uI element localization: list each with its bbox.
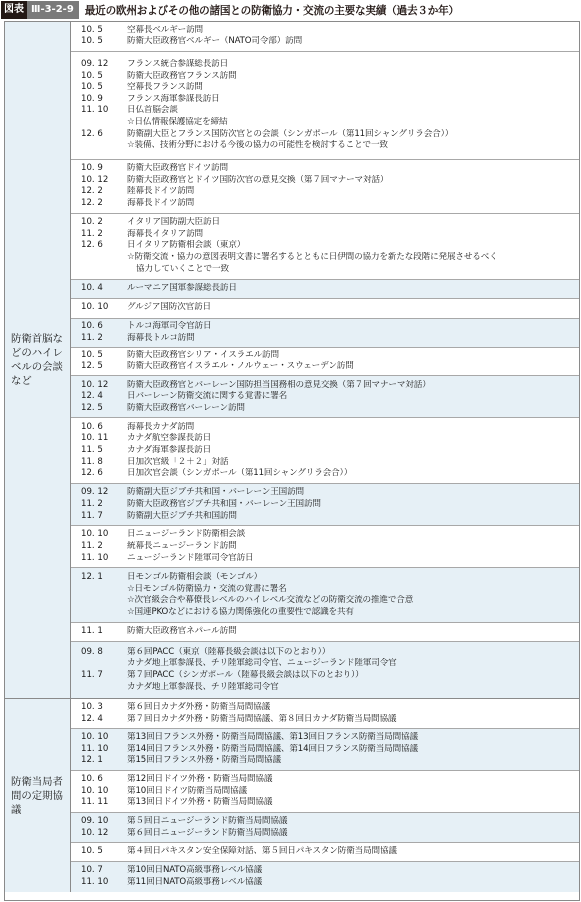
section-label-line: 防衛首脳な — [11, 333, 63, 345]
record-text: 海幕長イタリア訪問 — [127, 228, 203, 239]
record-group — [71, 642, 579, 698]
record-date: 10. 5 — [81, 349, 103, 360]
record-group — [71, 376, 579, 418]
record-row — [71, 816, 579, 828]
record-group — [71, 22, 579, 52]
record-group — [71, 214, 579, 280]
record-text: 空幕長ベルギー訪問 — [127, 24, 203, 35]
record-text: 防衛大臣政務官イスラエル・ノルウェー・スウェーデン訪問 — [127, 361, 354, 372]
record-text: カナダ海軍参謀長訪日 — [127, 445, 212, 456]
record-group — [71, 484, 579, 526]
section-label-line: 間の定期協 — [11, 789, 63, 802]
record-text: 第６回PACC（東京（陸幕長級会談は以下のとおり）） — [127, 646, 331, 657]
record-row — [71, 129, 579, 141]
figure-title: 最近の欧州およびその他の諸国との防衛協力・交流の主要な実績（過去３か年） — [84, 4, 459, 17]
record-date: 11. 1 — [81, 626, 103, 637]
figure-label: 図表 — [1, 1, 27, 19]
record-text: トルコ海軍司令官訪日 — [127, 320, 212, 331]
record-text: 防衛大臣政務官ジブチ共和国・バーレーン王国訪問 — [127, 498, 321, 509]
record-date: 10. 12 — [81, 379, 109, 390]
record-text: 防衛副大臣ジブチ共和国訪問 — [127, 510, 237, 521]
record-text: 第12回日ドイツ外務・防衛当局間協議 — [127, 774, 273, 785]
record-date: 10. 10 — [81, 732, 109, 743]
record-text: 防衛大臣政務官とドイツ国防次官の意見交換（第７回マナーマ対話） — [127, 174, 389, 185]
record-date: 10. 5 — [81, 36, 103, 47]
record-date: 11. 5 — [81, 445, 103, 456]
record-row — [71, 163, 579, 175]
section-label — [5, 22, 71, 698]
record-date: 10. 12 — [81, 827, 109, 838]
record-date — [71, 607, 127, 619]
record-text: 第14回日フランス外務・防衛当局間協議、第14回日フランス防衛当局間協議 — [127, 743, 418, 754]
section-label-line: ベルの会談 — [11, 361, 63, 373]
record-row — [71, 140, 579, 152]
record-row — [71, 607, 579, 619]
record-date — [71, 117, 127, 129]
record-text: 防衛副大臣ジブチ共和国・バーレーン王国訪問 — [127, 487, 304, 498]
record-date: 10. 3 — [81, 701, 103, 712]
record-row — [71, 457, 579, 469]
record-date: 10. 9 — [81, 163, 103, 174]
record-date: 10. 4 — [81, 282, 103, 293]
record-group — [71, 623, 579, 642]
record-date: 12. 5 — [81, 402, 103, 413]
record-text: ☆次官級会合や幕僚長レベルのハイレベル交流などの防衛交流の推進で合意 — [127, 595, 414, 606]
record-text: 第10回日ドイツ防衛当局間協議 — [127, 785, 247, 796]
record-date: 12. 4 — [81, 713, 103, 724]
record-row — [71, 283, 579, 295]
record-row — [71, 786, 579, 798]
record-row — [71, 217, 579, 229]
table-section — [5, 22, 579, 699]
record-date: 10. 10 — [81, 785, 109, 796]
record-date: 11. 8 — [81, 456, 103, 467]
record-text: ☆国連PKOなどにおける協力関係強化の重要性で認識を共有 — [127, 606, 354, 617]
record-row — [71, 584, 579, 596]
record-date: 10. 12 — [81, 174, 109, 185]
record-date: 11. 7 — [81, 510, 103, 521]
record-text: 防衛大臣政務官ネパール訪問 — [127, 626, 237, 637]
record-date: 09. 8 — [81, 646, 103, 657]
record-date: 11. 2 — [81, 228, 103, 239]
record-row — [71, 774, 579, 786]
record-row — [71, 403, 579, 415]
record-row — [71, 252, 579, 264]
record-text: 日イタリア防衛相会談（東京） — [127, 240, 246, 251]
section-label-line: 防衛当局者 — [11, 775, 63, 788]
record-date: 11. 2 — [81, 332, 103, 343]
record-row — [71, 117, 579, 129]
record-text: ニュージーランド陸軍司令官訪日 — [127, 552, 254, 563]
record-date: 10. 10 — [81, 302, 109, 313]
record-row — [71, 380, 579, 392]
record-text: 協力していくことで一致 — [136, 263, 229, 274]
record-row — [71, 828, 579, 840]
section-label-line: どのハイレ — [11, 347, 63, 359]
record-text: 防衛大臣政務官フランス訪問 — [127, 70, 237, 81]
record-text: 第11回日NATO高級事務レベル協議 — [127, 877, 263, 887]
record-text: 海幕長トルコ訪問 — [127, 332, 195, 343]
record-row — [71, 175, 579, 187]
record-text: カナダ地上軍参謀長、チリ陸軍総司令官 — [127, 681, 279, 692]
record-row — [71, 626, 579, 638]
record-group — [71, 526, 579, 568]
record-text: グルジア国防次官訪日 — [127, 302, 211, 313]
record-row — [71, 647, 579, 659]
record-date — [71, 595, 127, 607]
record-date: 10. 5 — [81, 70, 103, 81]
record-text: 第13回日フランス外務・防衛当局間協議、第13回日フランス防衛当局間協議 — [127, 732, 418, 743]
record-group — [71, 771, 579, 813]
record-row — [71, 445, 579, 457]
record-group — [71, 418, 579, 484]
record-text: 陸幕長ドイツ訪問 — [127, 186, 195, 197]
record-row — [71, 670, 579, 682]
record-date — [71, 682, 127, 694]
record-row — [71, 499, 579, 511]
record-date: 10. 9 — [81, 93, 103, 104]
record-row — [71, 541, 579, 553]
record-date: 10. 5 — [81, 846, 103, 857]
record-date: 11. 7 — [81, 670, 103, 681]
record-row — [71, 732, 579, 744]
record-date: 10. 7 — [81, 865, 103, 876]
record-row — [71, 468, 579, 480]
record-row — [71, 105, 579, 117]
record-row — [71, 264, 579, 276]
record-row — [71, 553, 579, 565]
record-date: 12. 2 — [81, 197, 103, 208]
record-group — [71, 862, 579, 892]
record-row — [71, 240, 579, 252]
record-date: 12. 4 — [81, 391, 103, 402]
record-date: 12. 5 — [81, 361, 103, 372]
record-text: 第４回日パキスタン安全保障対話、第５回日パキスタン防衛当局間協議 — [127, 846, 397, 857]
record-row — [71, 59, 579, 71]
record-text: 海幕長ドイツ訪問 — [127, 197, 195, 208]
record-row — [71, 797, 579, 809]
record-date: 10. 5 — [81, 82, 103, 93]
record-text: 第５回日ニュージーランド防衛当局間協議 — [127, 815, 288, 826]
record-row — [71, 321, 579, 333]
record-group — [71, 813, 579, 843]
record-group — [71, 699, 579, 729]
record-text: 第10回日NATO高級事務レベル協議 — [127, 865, 263, 876]
record-text: 第７回PACC（シンガポール（陸幕長級会談は以下のとおり）） — [127, 670, 364, 681]
record-date — [71, 252, 127, 264]
record-text: ☆日仏情報保護協定を締結 — [127, 116, 228, 127]
record-date — [71, 584, 127, 596]
record-row — [71, 186, 579, 198]
record-text: 防衛副大臣とフランス国防次官との会談（シンガポール（第11回シャングリラ会合）） — [127, 128, 454, 139]
record-group — [71, 843, 579, 862]
record-text: 空幕長フランス訪問 — [127, 82, 203, 93]
record-date: 11. 10 — [81, 743, 109, 754]
record-group — [71, 299, 579, 319]
record-text: 第７回日カナダ外務・防衛当局間協議、第８回日カナダ防衛当局間協議 — [127, 713, 397, 724]
record-row — [71, 229, 579, 241]
record-row — [71, 714, 579, 726]
record-date: 11. 10 — [81, 552, 109, 563]
record-row — [71, 82, 579, 94]
record-group — [71, 729, 579, 771]
record-date: 10. 6 — [81, 320, 103, 331]
record-row — [71, 865, 579, 877]
record-text: 第13回日ドイツ外務・防衛当局間協議 — [127, 797, 273, 808]
record-date: 09. 10 — [81, 815, 109, 826]
record-row — [71, 846, 579, 858]
record-date: 09. 12 — [81, 59, 109, 69]
record-date: 11. 10 — [81, 105, 109, 116]
record-text: 日モンゴル防衛相会談（モンゴル） — [127, 571, 263, 582]
record-date: 10. 6 — [81, 774, 103, 785]
record-row — [71, 755, 579, 767]
record-date — [71, 658, 127, 670]
record-row — [71, 198, 579, 210]
record-row — [71, 702, 579, 714]
record-text: 防衛大臣政務官とバーレーン国防担当国務相の意見交換（第７回マナーマ対話） — [127, 379, 431, 390]
record-date: 10. 2 — [81, 217, 103, 228]
record-date: 12. 1 — [81, 755, 103, 766]
record-row — [71, 25, 579, 37]
record-date: 09. 12 — [81, 487, 109, 498]
record-text: 防衛大臣政務官ベルギー（NATO司令部）訪問 — [127, 36, 303, 47]
record-row — [71, 333, 579, 345]
record-date: 10. 10 — [81, 529, 109, 540]
record-date — [71, 140, 127, 152]
record-text: 日仏首脳会談 — [127, 105, 178, 116]
record-group — [71, 568, 579, 623]
record-row — [71, 350, 579, 362]
record-row — [71, 94, 579, 106]
record-text: ☆装備、技術分野における今後の協力の可能性を検討することで一致 — [127, 140, 388, 151]
section-body — [71, 22, 579, 698]
record-row — [71, 511, 579, 523]
record-text: カナダ航空参謀長訪日 — [127, 433, 212, 444]
record-group — [71, 160, 579, 214]
record-row — [71, 487, 579, 499]
record-text: 第６回日カナダ外務・防衛当局間協議 — [127, 701, 271, 712]
record-text: 防衛大臣政務官ドイツ訪問 — [127, 163, 228, 174]
record-group — [71, 280, 579, 299]
record-group — [71, 348, 579, 377]
record-text: 日バーレーン防衛交流に関する覚書に署名 — [127, 391, 288, 402]
record-text: 海幕長カナダ訪問 — [127, 421, 195, 432]
record-row — [71, 422, 579, 434]
record-text: 日加次官会談（シンガポール（第11回シャングリラ会合）） — [127, 468, 353, 479]
record-text: 防衛大臣政務官バーレーン訪問 — [127, 402, 245, 413]
record-date: 10. 5 — [81, 24, 103, 35]
record-text: ルーマニア国軍参謀総長訪日 — [127, 282, 237, 293]
record-row — [71, 361, 579, 373]
record-date: 12. 1 — [81, 571, 103, 582]
exchange-record-table — [4, 21, 580, 901]
record-date: 11. 2 — [81, 540, 103, 551]
record-row — [71, 595, 579, 607]
table-section — [5, 699, 579, 892]
record-row — [71, 36, 579, 48]
record-group — [71, 52, 579, 160]
record-text: 第６回日ニュージーランド防衛当局間協議 — [127, 827, 288, 838]
record-text: カナダ地上軍参謀長、チリ陸軍総司令官、ニュージーランド陸軍司令官 — [127, 658, 397, 669]
record-date: 11. 11 — [81, 797, 109, 808]
record-text: 防衛大臣政務官シリア・イスラエル訪問 — [127, 349, 279, 360]
figure-number: Ⅲ-3-2-9 — [27, 1, 79, 19]
record-date: 12. 6 — [81, 128, 103, 139]
section-label-line: 議 — [11, 803, 22, 816]
record-date: 11. 2 — [81, 498, 103, 509]
record-date: 12. 6 — [81, 240, 103, 251]
record-text: ☆防衛交流・協力の意図表明文書に署名するとともに日伊間の協力を新たな段階に発展させるべく — [127, 251, 498, 262]
record-row — [71, 529, 579, 541]
record-row — [71, 433, 579, 445]
record-text: フランス海軍参謀長訪日 — [127, 93, 220, 104]
figure-header — [0, 0, 581, 20]
record-date: 11. 10 — [81, 877, 109, 887]
figure-tag — [1, 1, 79, 19]
record-date: 10. 11 — [81, 433, 109, 444]
record-text: フランス統合参謀総長訪日 — [127, 59, 229, 69]
record-row — [71, 682, 579, 694]
record-row — [71, 71, 579, 83]
record-date: 10. 6 — [81, 421, 103, 432]
record-row — [71, 744, 579, 756]
record-date: 12. 2 — [81, 186, 103, 197]
record-text: 第15回日フランス外務・防衛当局間協議 — [127, 755, 281, 766]
section-body — [71, 699, 579, 892]
record-row — [71, 302, 579, 314]
section-label-line: など — [11, 375, 32, 387]
record-row — [71, 572, 579, 584]
record-text: ☆日モンゴル防衛協力・交流の覚書に署名 — [127, 583, 287, 594]
record-group — [71, 319, 579, 348]
record-row — [71, 658, 579, 670]
record-date — [71, 264, 127, 276]
record-text: 日加次官級「２＋２」対話 — [127, 456, 229, 467]
record-row — [71, 877, 579, 889]
record-text: イタリア国防副大臣訪日 — [127, 217, 220, 228]
section-label — [5, 699, 71, 892]
record-date: 12. 6 — [81, 468, 103, 479]
record-text: 統幕長ニュージーランド訪問 — [127, 540, 237, 551]
record-row — [71, 391, 579, 403]
record-text: 日ニュージーランド防衛相会談 — [127, 529, 246, 540]
